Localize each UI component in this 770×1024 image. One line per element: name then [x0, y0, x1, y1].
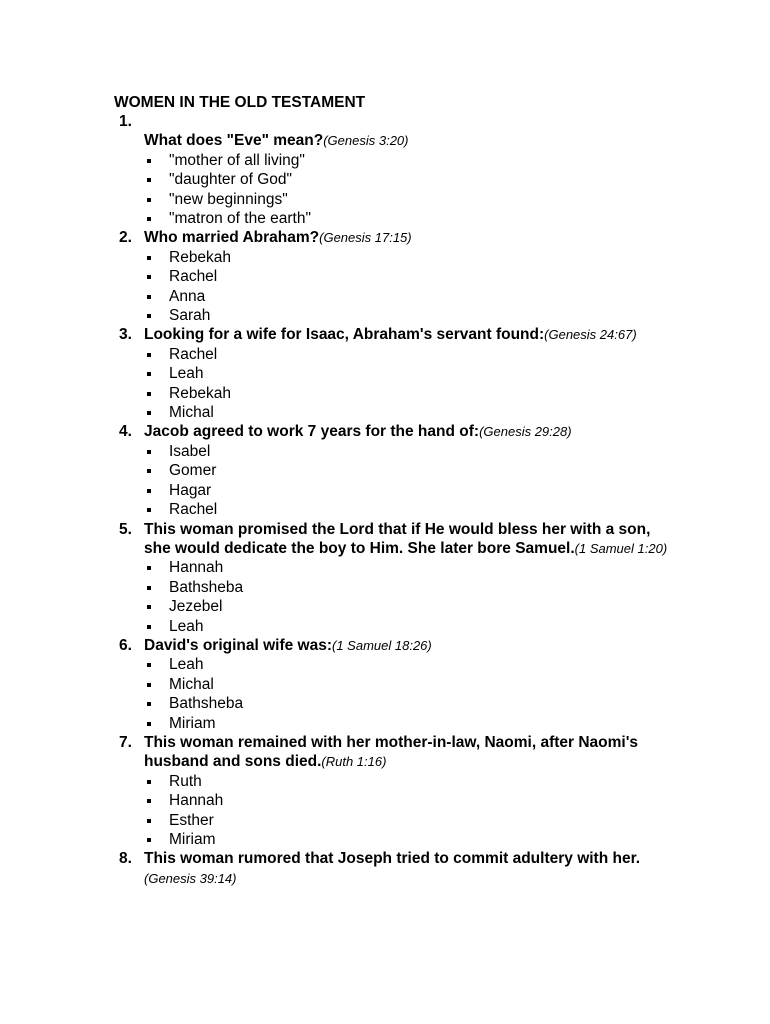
square-bullet-icon — [147, 372, 151, 376]
option-item — [144, 694, 674, 713]
question-prompt: This woman remained with her mother-in-law, Naomi, after Naomi's husband and sons died. — [144, 733, 639, 771]
question-6 — [114, 636, 674, 733]
square-bullet-icon — [147, 683, 151, 687]
question-prompt: Who married Abraham? — [144, 229, 320, 247]
option-label: Esther — [169, 811, 214, 829]
option-label: Gomer — [169, 462, 217, 480]
option-item — [144, 830, 674, 849]
option-item — [144, 209, 674, 228]
option-label: Hagar — [169, 481, 212, 499]
option-item — [144, 345, 674, 364]
option-item — [144, 772, 674, 791]
square-bullet-icon — [147, 605, 151, 609]
option-item — [144, 558, 674, 577]
question-number: 8. — [119, 850, 132, 868]
scripture-reference: (1 Samuel 18:26) — [332, 637, 432, 653]
option-label: Michal — [169, 675, 214, 693]
option-label: Rachel — [169, 268, 218, 286]
option-item — [144, 267, 674, 286]
question-text — [144, 112, 674, 151]
question-text — [144, 636, 674, 655]
square-bullet-icon — [147, 508, 151, 512]
question-prompt: David's original wife was: — [144, 636, 333, 654]
square-bullet-icon — [147, 450, 151, 454]
option-label: Rachel — [169, 345, 218, 363]
option-item — [144, 791, 674, 810]
question-4 — [114, 422, 674, 519]
scripture-reference: (Genesis 17:15) — [319, 230, 412, 246]
scripture-reference: (Genesis 29:28) — [479, 424, 572, 440]
square-bullet-icon — [147, 295, 151, 299]
option-item — [144, 248, 674, 267]
square-bullet-icon — [147, 392, 151, 396]
option-label: Isabel — [169, 442, 211, 460]
option-label: Hannah — [169, 792, 224, 810]
option-label: Leah — [169, 617, 204, 635]
square-bullet-icon — [147, 780, 151, 784]
option-label: Rebekah — [169, 248, 232, 266]
option-label: "mother of all living" — [169, 151, 305, 169]
option-label: Michal — [169, 404, 214, 422]
option-label: Bathsheba — [169, 578, 244, 596]
option-label: Leah — [169, 656, 204, 674]
option-item — [144, 190, 674, 209]
square-bullet-icon — [147, 722, 151, 726]
question-5 — [114, 520, 674, 636]
option-label: Ruth — [169, 772, 202, 790]
square-bullet-icon — [147, 178, 151, 182]
question-1 — [114, 112, 674, 228]
option-item — [144, 675, 674, 694]
question-text — [144, 228, 674, 247]
option-item — [144, 170, 674, 189]
question-prompt: Looking for a wife for Isaac, Abraham's servant found: — [144, 326, 545, 344]
scripture-reference: (1 Samuel 1:20) — [574, 540, 668, 556]
option-list — [144, 248, 674, 326]
option-list — [144, 772, 674, 850]
square-bullet-icon — [147, 256, 151, 260]
square-bullet-icon — [147, 469, 151, 473]
question-number: 2. — [119, 229, 132, 247]
option-item — [144, 655, 674, 674]
option-list — [144, 558, 674, 636]
option-list — [144, 442, 674, 520]
question-text — [144, 733, 674, 772]
worksheet-page — [114, 94, 674, 888]
option-label: Hannah — [169, 559, 224, 577]
square-bullet-icon — [147, 217, 151, 221]
question-prompt: What does "Eve" mean? — [144, 132, 324, 150]
question-text — [144, 849, 674, 888]
scripture-reference: (Genesis 3:20) — [323, 133, 409, 149]
square-bullet-icon — [147, 819, 151, 823]
square-bullet-icon — [147, 663, 151, 667]
option-item — [144, 151, 674, 170]
option-label: Bathsheba — [169, 695, 244, 713]
option-item — [144, 714, 674, 733]
option-label: Sarah — [169, 307, 211, 325]
square-bullet-icon — [147, 799, 151, 803]
option-list — [144, 345, 674, 423]
option-list — [144, 151, 674, 229]
option-item — [144, 461, 674, 480]
option-item — [144, 306, 674, 325]
question-list — [114, 112, 674, 888]
option-label: Rebekah — [169, 384, 232, 402]
option-item — [144, 617, 674, 636]
square-bullet-icon — [147, 625, 151, 629]
square-bullet-icon — [147, 198, 151, 202]
option-label: Miriam — [169, 831, 216, 849]
option-item — [144, 442, 674, 461]
option-item — [144, 384, 674, 403]
option-item — [144, 597, 674, 616]
option-item — [144, 364, 674, 383]
question-prompt: Jacob agreed to work 7 years for the hand of: — [144, 423, 480, 441]
square-bullet-icon — [147, 566, 151, 570]
question-number: 1. — [119, 113, 132, 130]
square-bullet-icon — [147, 586, 151, 590]
option-label: "new beginnings" — [169, 190, 288, 208]
question-3 — [114, 325, 674, 422]
option-label: Jezebel — [169, 598, 223, 616]
option-label: Miriam — [169, 714, 216, 732]
square-bullet-icon — [147, 353, 151, 357]
question-number: 4. — [119, 423, 132, 441]
option-list — [144, 655, 674, 733]
square-bullet-icon — [147, 159, 151, 163]
question-7 — [114, 733, 674, 849]
scripture-reference: (Genesis 24:67) — [544, 327, 637, 343]
option-label: Leah — [169, 365, 204, 383]
square-bullet-icon — [147, 489, 151, 493]
option-item — [144, 500, 674, 519]
question-text — [144, 325, 674, 344]
question-2 — [114, 228, 674, 325]
question-number: 5. — [119, 520, 132, 538]
question-text — [144, 520, 674, 559]
option-item — [144, 578, 674, 597]
square-bullet-icon — [147, 411, 151, 415]
option-item — [144, 287, 674, 306]
question-text — [144, 422, 674, 441]
option-label: Anna — [169, 287, 206, 305]
option-item — [144, 403, 674, 422]
option-item — [144, 811, 674, 830]
square-bullet-icon — [147, 702, 151, 706]
question-number: 6. — [119, 636, 132, 654]
page-title: WOMEN IN THE OLD TESTAMENT — [114, 94, 366, 111]
scripture-reference: (Genesis 39:14) — [144, 870, 237, 886]
option-label: Rachel — [169, 501, 218, 519]
option-label: "matron of the earth" — [169, 210, 311, 228]
square-bullet-icon — [147, 275, 151, 279]
question-prompt: This woman rumored that Joseph tried to commit adultery with her. — [144, 850, 641, 868]
scripture-reference: (Ruth 1:16) — [321, 754, 387, 770]
square-bullet-icon — [147, 838, 151, 842]
question-8 — [114, 849, 674, 888]
square-bullet-icon — [147, 314, 151, 318]
option-label: "daughter of God" — [169, 171, 293, 189]
question-number: 7. — [119, 733, 132, 751]
question-number: 3. — [119, 326, 132, 344]
question-prompt: This woman promised the Lord that if He would bless her with a son, she would dedicate the boy to Him. She later bore Samuel. — [144, 520, 651, 557]
option-item — [144, 481, 674, 500]
